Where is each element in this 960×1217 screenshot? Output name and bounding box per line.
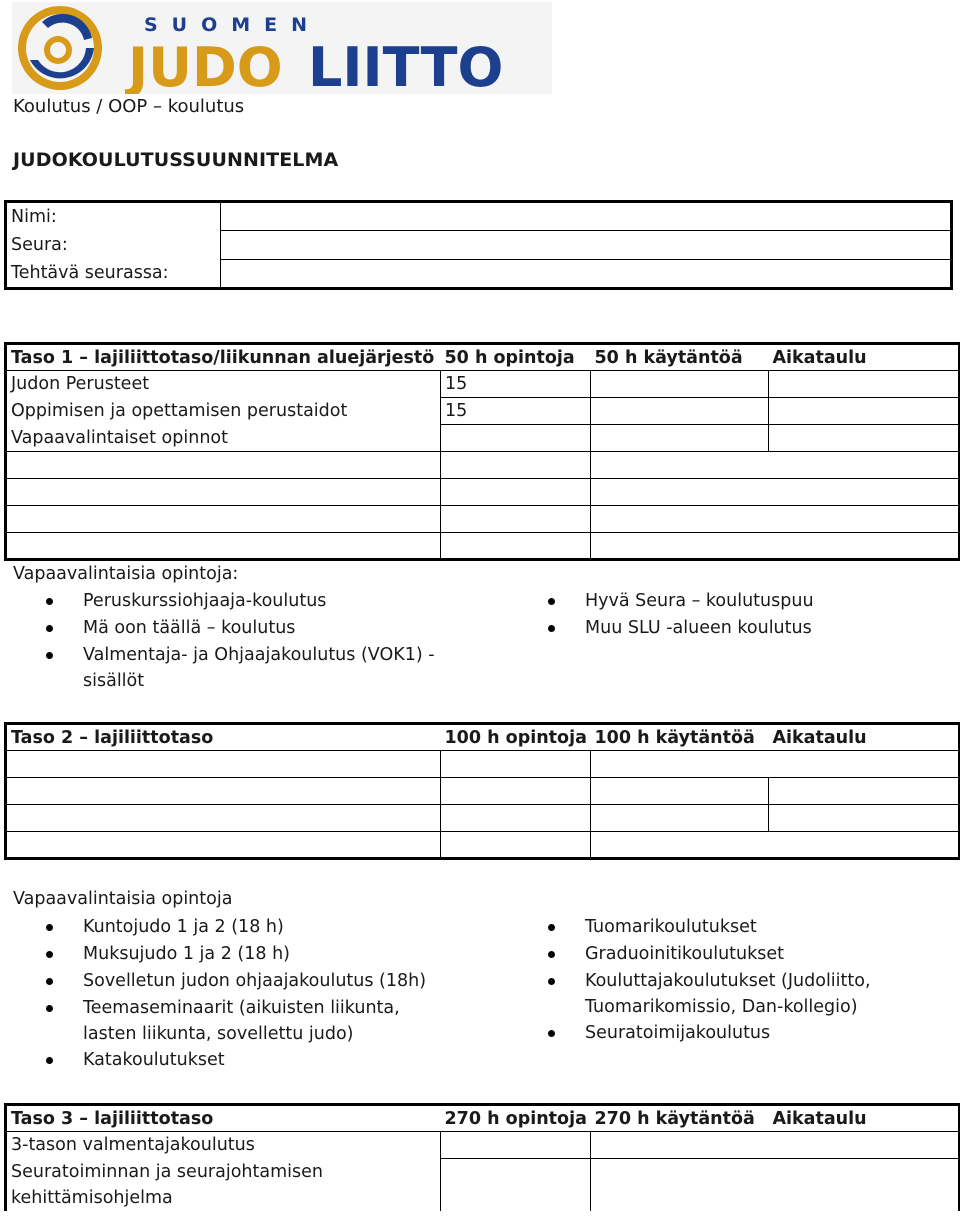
table-cell[interactable] xyxy=(591,533,769,560)
table-cell[interactable] xyxy=(591,479,769,506)
table-cell[interactable] xyxy=(441,1186,591,1211)
logo-text-judo: JUDO xyxy=(128,36,283,94)
table-cell[interactable] xyxy=(6,506,441,533)
bullet-icon xyxy=(548,598,555,605)
logo-text-liitto: LIITTO xyxy=(308,36,504,94)
table-cell[interactable] xyxy=(769,506,960,533)
taso3-table xyxy=(4,1103,960,1211)
bullet-icon xyxy=(46,652,53,659)
role-label: Tehtävä seurassa: xyxy=(6,260,221,289)
name-field[interactable] xyxy=(221,202,952,231)
bullet-icon xyxy=(548,978,555,985)
table-cell[interactable] xyxy=(591,398,769,425)
table-cell[interactable] xyxy=(769,751,960,778)
judoliitto-logo-graphic xyxy=(12,2,552,94)
list-item: Mä oon täällä – koulutus xyxy=(13,615,435,642)
taso2-electives-left xyxy=(13,914,426,1074)
bullet-icon xyxy=(46,951,53,958)
taso1-electives-title: Vapaavalintaisia opintoja: xyxy=(13,564,239,584)
list-item: Valmentaja- ja Ohjaajakoulutus (VOK1) - xyxy=(13,642,435,669)
table-cell[interactable] xyxy=(6,751,441,778)
table-cell[interactable] xyxy=(6,832,441,859)
table-cell[interactable] xyxy=(591,371,769,398)
name-label: Nimi: xyxy=(6,202,221,231)
table-cell[interactable] xyxy=(769,398,960,425)
taso2-electives-title: Vapaavalintaisia opintoja xyxy=(13,889,233,909)
taso3-header-title: Taso 3 – lajiliittotaso xyxy=(6,1105,441,1132)
taso1-electives-right xyxy=(515,588,814,642)
table-cell: kehittämisohjelma xyxy=(6,1186,441,1211)
taso3-header-study: 270 h opintoja xyxy=(441,1105,591,1132)
table-cell: Judon Perusteet xyxy=(6,371,441,398)
taso1-header-practice: 50 h käytäntöä xyxy=(591,344,769,371)
bullet-icon xyxy=(46,924,53,931)
taso2-electives-right xyxy=(515,914,871,1047)
table-cell[interactable] xyxy=(591,805,769,832)
bullet-icon xyxy=(46,1005,53,1012)
table-cell[interactable] xyxy=(591,751,769,778)
bullet-icon xyxy=(46,625,53,632)
table-cell[interactable] xyxy=(441,506,591,533)
table-cell[interactable] xyxy=(769,1132,960,1159)
list-item: Muu SLU -alueen koulutus xyxy=(515,615,814,642)
table-cell[interactable] xyxy=(441,533,591,560)
table-cell: 3-tason valmentajakoulutus xyxy=(6,1132,441,1159)
taso1-header-title: Taso 1 – lajiliittotaso/liikunnan aluejärjestö xyxy=(6,344,441,371)
taso2-header-practice: 100 h käytäntöä xyxy=(591,724,769,751)
taso2-table xyxy=(4,722,960,860)
table-cell[interactable] xyxy=(769,533,960,560)
breadcrumb: Koulutus / OOP – koulutus xyxy=(13,96,245,117)
taso1-electives xyxy=(13,564,953,699)
table-cell[interactable] xyxy=(769,452,960,479)
list-item: Sovelletun judon ohjaajakoulutus (18h) xyxy=(13,968,426,995)
table-cell[interactable] xyxy=(769,778,960,805)
table-cell[interactable]: 15 xyxy=(441,371,591,398)
taso1-header-schedule: Aikataulu xyxy=(769,344,960,371)
table-cell[interactable] xyxy=(441,832,591,859)
person-info-table xyxy=(4,200,953,290)
table-cell[interactable] xyxy=(591,452,769,479)
table-cell[interactable] xyxy=(6,452,441,479)
list-item: Tuomarikoulutukset xyxy=(515,914,871,941)
list-item: Graduoinitikoulutukset xyxy=(515,941,871,968)
list-item-continuation: lasten liikunta, sovellettu judo) xyxy=(83,1024,354,1044)
bullet-icon xyxy=(548,951,555,958)
taso3-header-practice: 270 h käytäntöä xyxy=(591,1105,769,1132)
taso2-header-study: 100 h opintoja xyxy=(441,724,591,751)
table-cell: Oppimisen ja opettamisen perustaidot xyxy=(6,398,441,425)
bullet-icon xyxy=(548,625,555,632)
logo-text-suomen: SUOMEN xyxy=(144,14,322,36)
table-cell[interactable] xyxy=(591,1132,769,1159)
bullet-icon xyxy=(46,978,53,985)
judoliitto-logo xyxy=(12,2,552,94)
table-cell[interactable] xyxy=(441,1132,591,1159)
table-cell[interactable] xyxy=(441,805,591,832)
list-item: Kuntojudo 1 ja 2 (18 h) xyxy=(13,914,426,941)
table-cell[interactable] xyxy=(441,425,591,452)
table-cell[interactable] xyxy=(591,1159,769,1186)
list-item: Seuratoimijakoulutus xyxy=(515,1020,871,1047)
taso1-electives-left xyxy=(13,588,435,693)
table-cell[interactable] xyxy=(769,479,960,506)
list-item-continuation: Tuomarikomissio, Dan-kollegio) xyxy=(585,997,858,1017)
table-cell[interactable] xyxy=(441,452,591,479)
table-cell[interactable] xyxy=(441,479,591,506)
club-field[interactable] xyxy=(221,231,952,260)
table-cell[interactable] xyxy=(6,778,441,805)
taso2-header-title: Taso 2 – lajiliittotaso xyxy=(6,724,441,751)
role-field[interactable] xyxy=(221,260,952,289)
taso2-header-schedule: Aikataulu xyxy=(769,724,960,751)
table-cell[interactable] xyxy=(591,1186,769,1211)
list-item: Hyvä Seura – koulutuspuu xyxy=(515,588,814,615)
bullet-icon xyxy=(46,1057,53,1064)
table-cell[interactable]: 15 xyxy=(441,398,591,425)
table-cell[interactable] xyxy=(6,533,441,560)
bullet-icon xyxy=(548,924,555,931)
bullet-icon xyxy=(548,1030,555,1037)
list-item: Katakoulutukset xyxy=(13,1047,426,1074)
table-cell[interactable] xyxy=(441,778,591,805)
table-cell[interactable] xyxy=(769,832,960,859)
table-cell[interactable] xyxy=(6,479,441,506)
bullet-icon xyxy=(46,598,53,605)
table-cell[interactable] xyxy=(441,1159,591,1186)
list-item: Peruskurssiohjaaja-koulutus xyxy=(13,588,435,615)
taso3-header-schedule: Aikataulu xyxy=(769,1105,960,1132)
table-cell: Vapaavalintaiset opinnot xyxy=(6,425,441,452)
club-label: Seura: xyxy=(6,231,221,260)
table-cell: Seuratoiminnan ja seurajohtamisen xyxy=(6,1159,441,1186)
table-cell[interactable] xyxy=(769,425,960,452)
table-cell[interactable] xyxy=(591,506,769,533)
page-title: JUDOKOULUTUSSUUNNITELMA xyxy=(13,149,339,171)
taso2-electives xyxy=(13,889,953,1079)
taso1-header-study: 50 h opintoja xyxy=(441,344,591,371)
table-cell[interactable] xyxy=(769,371,960,398)
taso1-table xyxy=(4,342,960,561)
table-cell[interactable] xyxy=(591,425,769,452)
list-item: Muksujudo 1 ja 2 (18 h) xyxy=(13,941,426,968)
table-cell[interactable] xyxy=(769,1159,960,1186)
table-cell[interactable] xyxy=(769,805,960,832)
table-cell[interactable] xyxy=(591,778,769,805)
list-item-continuation: sisällöt xyxy=(83,671,145,691)
list-item: Teemaseminaarit (aikuisten liikunta, xyxy=(13,995,426,1022)
table-cell[interactable] xyxy=(769,1186,960,1211)
table-cell[interactable] xyxy=(6,805,441,832)
table-cell[interactable] xyxy=(441,751,591,778)
table-cell[interactable] xyxy=(591,832,769,859)
list-item: Kouluttajakoulutukset (Judoliitto, xyxy=(515,968,871,995)
